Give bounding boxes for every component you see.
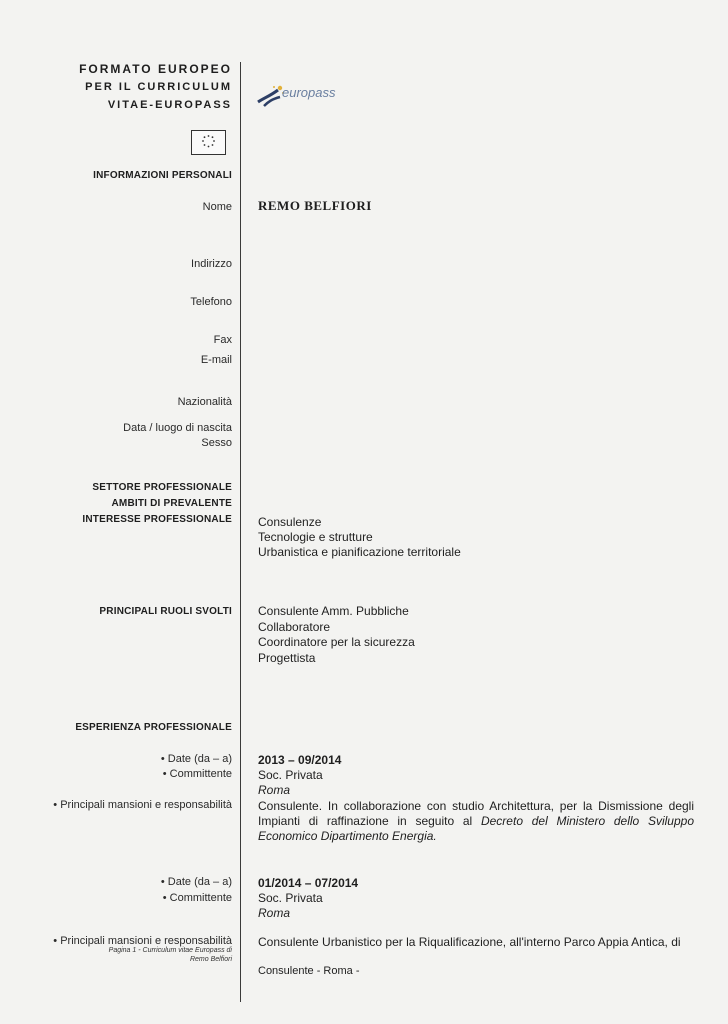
section-interesse-professionale: INTERESSE PROFESSIONALE	[82, 514, 232, 525]
label-committente: • Committente	[162, 768, 232, 780]
column-divider	[240, 62, 241, 1002]
label-mansioni: • Principali mansioni e responsabilità	[53, 935, 232, 947]
ruolo-item: Progettista	[258, 651, 316, 665]
label-sesso: Sesso	[201, 437, 232, 449]
label-telefono: Telefono	[190, 296, 232, 308]
mansioni-line: Economico Dipartimento Energia.	[258, 829, 437, 843]
entry-luogo: Roma	[258, 906, 291, 920]
section-esperienza-professionale: ESPERIENZA PROFESSIONALE	[75, 722, 232, 733]
section-principali-ruoli: PRINCIPALI RUOLI SVOLTI	[99, 606, 232, 617]
mansioni-text: Impianti di raffinazione in seguito al	[258, 814, 481, 828]
section-settore-professionale: SETTORE PROFESSIONALE	[92, 482, 232, 493]
entry-date: 01/2014 – 07/2014	[258, 876, 359, 890]
label-data-luogo-nascita: Data / luogo di nascita	[123, 422, 232, 434]
section-ambiti-prevalente: AMBITI DI PREVALENTE	[111, 498, 232, 509]
settore-item: Tecnologie e strutture	[258, 530, 373, 544]
entry-committente: Soc. Privata	[258, 891, 323, 905]
settore-item: Consulenze	[258, 515, 322, 529]
ruolo-item: Coordinatore per la sicurezza	[258, 635, 415, 649]
entry-mansioni-continued: Consulente - Roma -	[258, 965, 360, 977]
entry-date: 2013 – 09/2014	[258, 753, 342, 767]
label-email: E-mail	[200, 354, 232, 366]
label-date: • Date (da – a)	[160, 876, 232, 888]
entry-committente: Soc. Privata	[258, 768, 323, 782]
settore-item: Urbanistica e pianificazione territoriale	[258, 545, 461, 559]
europass-wordmark: europass	[282, 85, 336, 100]
section-informazioni-personali: INFORMAZIONI PERSONALI	[93, 170, 232, 181]
mansioni-line	[258, 814, 694, 829]
label-indirizzo: Indirizzo	[191, 258, 232, 270]
mansioni-line: Consulente. In collaborazione con studio Architettura, per la Dismissione degli	[258, 799, 694, 813]
label-nazionalita: Nazionalità	[177, 396, 232, 408]
cv-format-title-line3: VITAE-EUROPASS	[107, 99, 232, 111]
ruolo-item: Collaboratore	[258, 620, 331, 634]
label-date: • Date (da – a)	[160, 753, 232, 765]
label-fax: Fax	[213, 334, 232, 346]
label-committente: • Committente	[162, 892, 232, 904]
cv-format-title-line2: PER IL CURRICULUM	[85, 81, 232, 93]
ruolo-item: Consulente Amm. Pubbliche	[258, 604, 409, 618]
footer-line: Pagina 1 - Curriculum vitae Europass di	[108, 947, 232, 954]
entry-mansioni: Consulente Urbanistico per la Riqualificazione, all'interno Parco Appia Antica, di	[258, 935, 681, 949]
mansioni-decree: Decreto del Ministero dello Sviluppo	[480, 814, 695, 828]
entry-mansioni	[258, 799, 694, 844]
page-footer	[109, 946, 232, 964]
label-nome: Nome	[202, 201, 232, 213]
footer-line: Remo Belfiori	[189, 956, 232, 963]
person-name: REMO BELFIORI	[258, 198, 372, 213]
label-mansioni: • Principali mansioni e responsabilità	[53, 799, 232, 811]
cv-format-title-line1: FORMATO EUROPEO	[79, 62, 232, 76]
entry-luogo: Roma	[258, 783, 291, 797]
eu-flag-logo	[191, 130, 226, 155]
eu-stars-icon	[192, 131, 225, 154]
